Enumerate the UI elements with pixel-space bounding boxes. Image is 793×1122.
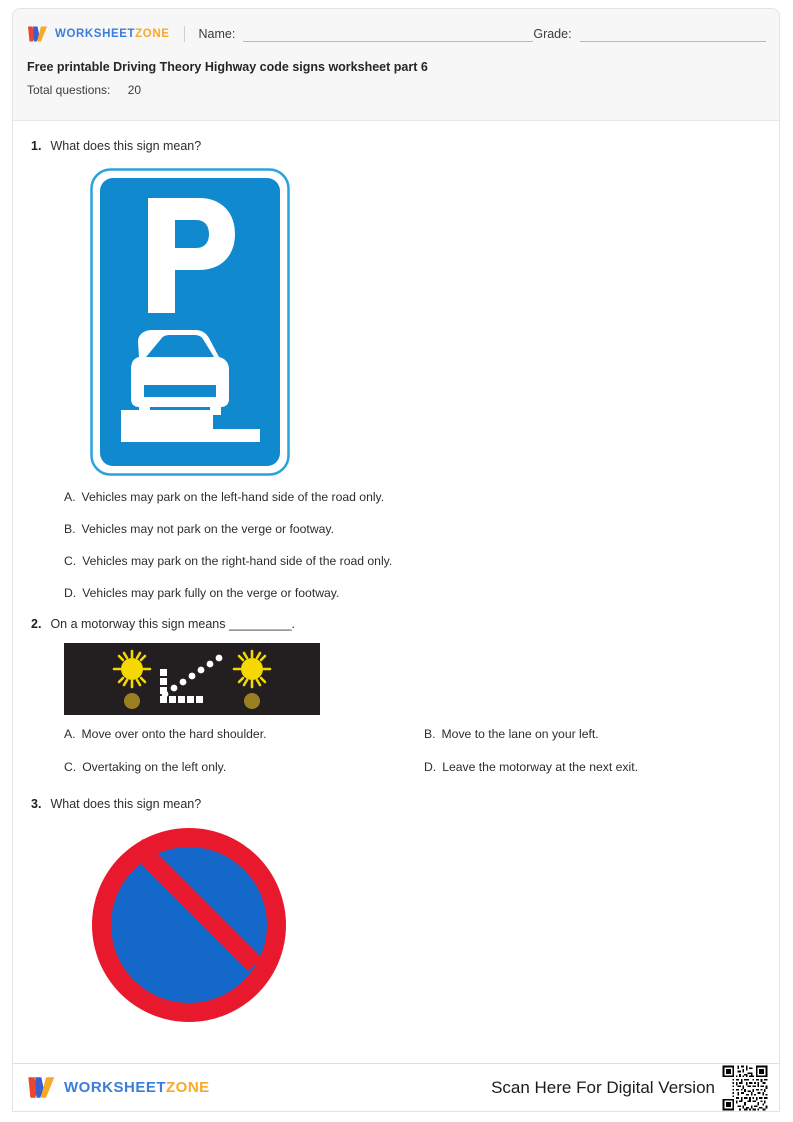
question-1-options [31,489,761,601]
worksheet-title: Free printable Driving Theory Highway code signs worksheet part 6 [27,60,428,74]
question-1-option-b[interactable] [64,521,761,537]
question-2-image [31,643,761,715]
question-3-text: What does this sign mean? [50,797,202,811]
option-letter: A. [64,490,76,504]
header-title-block [13,59,779,98]
name-field[interactable] [199,27,534,42]
option-letter: C. [64,554,77,568]
footer-brand-logo [27,1075,210,1100]
question-1-option-c[interactable] [64,553,761,569]
option-letter: C. [64,760,77,774]
question-1-option-d[interactable] [64,585,761,601]
worksheet-footer [13,1063,779,1111]
question-2-option-c[interactable] [64,759,424,775]
question-1-option-a[interactable] [64,489,761,505]
total-questions-value: 20 [127,83,142,97]
grade-input-line[interactable] [580,28,766,42]
grade-field-label: Grade: [533,26,572,41]
question-3-image [31,825,761,1025]
option-text: Vehicles may park fully on the verge or footway. [82,586,340,600]
option-letter: D. [64,586,77,600]
grade-field[interactable] [533,27,765,42]
question-2-number: 2. [31,617,42,631]
brand-logo-text [55,28,170,40]
brand-name-worksheet: WORKSHEET [55,28,136,40]
footer-brand-name-zone: ZONE [166,1079,210,1096]
worksheet-body [13,121,779,1071]
header-divider [184,26,185,42]
option-letter: B. [64,522,76,536]
question-3 [31,797,761,1025]
worksheet-header [13,9,779,121]
question-1-image [31,167,761,477]
total-questions-label: Total questions: [27,83,111,97]
question-1-number: 1. [31,139,42,153]
option-text: Move over onto the hard shoulder. [81,727,267,741]
option-text: Vehicles may park on the left-hand side of the road only. [81,490,385,504]
total-questions [27,82,779,98]
footer-scan-block [491,1064,769,1112]
question-2-option-a[interactable] [64,726,424,742]
option-letter: D. [424,760,437,774]
question-3-number: 3. [31,797,42,811]
option-text: Vehicles may not park on the verge or footway. [81,522,334,536]
no-waiting-sign-icon [89,825,289,1025]
question-1-text: What does this sign mean? [50,139,202,153]
qr-code-icon[interactable] [721,1064,769,1112]
question-2-options [31,726,761,775]
question-1 [31,139,761,601]
uk-parking-on-verge-sign-icon [89,167,291,477]
name-field-label: Name: [198,26,236,41]
option-text: Leave the motorway at the next exit. [442,760,638,774]
option-letter: A. [64,727,76,741]
brand-logo [27,25,170,43]
footer-brand-logo-text [64,1079,210,1096]
option-text: Overtaking on the left only. [82,760,227,774]
motorway-matrix-sign-icon [64,643,320,715]
brand-name-zone: ZONE [135,28,170,40]
question-1-heading [31,139,761,153]
scan-here-text: Scan Here For Digital Version [491,1077,715,1097]
question-2-text: On a motorway this sign means _________. [50,617,296,631]
question-2 [31,617,761,775]
header-top-row [13,9,779,59]
worksheet-zone-logo-icon [27,1075,57,1100]
worksheet-page [12,8,780,1112]
option-text: Vehicles may park on the right-hand side of the road only. [82,554,393,568]
worksheet-zone-logo-icon [27,25,49,43]
footer-brand-name-worksheet: WORKSHEET [64,1079,166,1096]
question-2-option-d[interactable] [424,759,761,775]
option-letter: B. [424,727,436,741]
option-text: Move to the lane on your left. [441,727,599,741]
question-3-heading [31,797,761,811]
name-input-line[interactable] [243,28,533,42]
question-2-option-b[interactable] [424,726,761,742]
question-2-heading [31,617,761,631]
